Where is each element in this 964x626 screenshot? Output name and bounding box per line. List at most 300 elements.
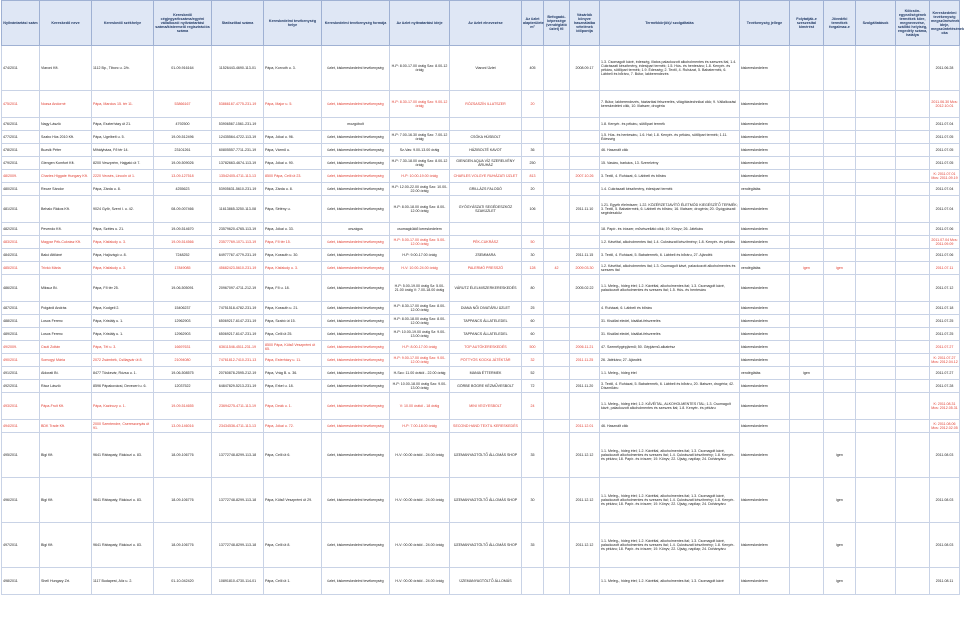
table-cell[interactable] — [824, 302, 856, 315]
table-cell[interactable]: 19-06-508575 — [154, 367, 212, 380]
table-cell[interactable]: kiskereskedelem — [740, 46, 790, 91]
table-row[interactable] — [2, 568, 960, 595]
table-cell[interactable]: kiskereskedelem — [740, 236, 790, 249]
table-cell[interactable]: üzlet, kiskereskedelmi tevékenység — [322, 131, 390, 144]
table-cell[interactable]: üzlet, kiskereskedelmi tevékenység — [322, 380, 390, 393]
table-cell[interactable]: igen — [824, 262, 856, 275]
table-cell[interactable]: Pápa, Fő tér 25. — [92, 275, 154, 302]
table-cell[interactable]: 19-09-509026 — [154, 157, 212, 170]
table-cell[interactable]: 13772748-8299-113-18 — [212, 523, 264, 568]
table-cell[interactable] — [896, 236, 930, 249]
table-cell[interactable]: üzlet, kiskereskedelmi tevékenység — [322, 302, 390, 315]
table-cell[interactable] — [544, 183, 570, 196]
table-cell[interactable]: 13772748-8299-113-18 — [212, 433, 264, 478]
table-cell[interactable]: 2005.02.22 — [570, 275, 600, 302]
table-cell[interactable] — [790, 393, 824, 420]
table-cell[interactable]: 2011.11.15 — [570, 249, 600, 262]
table-cell[interactable] — [824, 118, 856, 131]
table-cell[interactable]: Szabo Hús 2010 Kft. — [40, 131, 92, 144]
table-cell[interactable]: 35 — [522, 433, 544, 478]
table-cell[interactable]: Pápa, Kisfaludy u. 3. — [92, 262, 154, 275]
table-cell[interactable] — [856, 523, 896, 568]
table-cell[interactable]: 481/2011 — [2, 196, 40, 223]
table-cell[interactable]: 250 — [522, 157, 544, 170]
table-cell[interactable] — [896, 223, 930, 236]
column-header[interactable]: Jövedéki termékek forgalmaz-e — [824, 1, 856, 46]
table-cell[interactable]: Pápa, Jókai u. 96. — [264, 131, 322, 144]
table-cell[interactable]: 13782663-4674-113-19 — [212, 157, 264, 170]
table-cell[interactable]: Losos Ferenc — [40, 315, 92, 328]
table-cell[interactable] — [896, 157, 930, 170]
table-cell[interactable] — [544, 478, 570, 523]
table-cell[interactable] — [570, 183, 600, 196]
table-cell[interactable]: Aldorati Bt. — [40, 367, 92, 380]
table-cell[interactable] — [856, 315, 896, 328]
table-cell[interactable]: 487/2011 — [2, 302, 40, 315]
table-cell[interactable] — [856, 170, 896, 183]
table-cell[interactable] — [824, 315, 856, 328]
table-cell[interactable] — [856, 46, 896, 91]
table-cell[interactable] — [856, 262, 896, 275]
table-cell[interactable]: Pápa, Jókai u. 90. — [264, 157, 322, 170]
table-cell[interactable] — [570, 393, 600, 420]
table-cell[interactable]: 493/2011 — [2, 393, 40, 420]
table-cell[interactable] — [896, 523, 930, 568]
table-cell[interactable]: 2000 Szentendre, Csereszonyás út 91. — [92, 420, 154, 433]
table-cell[interactable]: üzlet, kiskereskedelmi tevékenység — [322, 328, 390, 341]
table-cell[interactable]: 64847829-5213-231-19 — [212, 380, 264, 393]
table-cell[interactable] — [790, 249, 824, 262]
table-cell[interactable]: Pápa, Kisfaludy u. 3. — [264, 262, 322, 275]
table-cell[interactable]: K: 2011.08.31 Mcs: 2012.05.31 — [930, 393, 960, 420]
table-cell[interactable]: H-V: 10.00-24.00 óráig — [390, 262, 450, 275]
table-cell[interactable]: GYÓGYÁSZATI SEGÉDESZKÖZ SZAKÜZLET — [450, 196, 522, 223]
table-cell[interactable]: 60 — [522, 328, 544, 341]
table-cell[interactable] — [570, 91, 600, 118]
table-cell[interactable]: H-V: 00.00 órától - 24.00 óráig — [390, 523, 450, 568]
table-cell[interactable]: kiskereskedelem — [740, 157, 790, 170]
table-cell[interactable] — [570, 302, 600, 315]
table-cell[interactable] — [856, 144, 896, 157]
table-cell[interactable]: üzlet, kiskereskedelmi tevékenység — [322, 236, 390, 249]
table-cell[interactable]: 1.4. Cukrászati készítmény, édesipari termék — [600, 183, 740, 196]
table-cell[interactable]: 32 — [522, 354, 544, 367]
table-cell[interactable]: 1.1. Meleg-, hideg étel; 1.2. Kávéital, alkoholmentes ital; 1.3. Csomagolt kávé, palackozott alkoholmentes és szeszes ital; 1.5. Hús- és hentesáru — [600, 275, 740, 302]
table-cell[interactable]: vendéglátás — [740, 183, 790, 196]
table-cell[interactable]: üzlet, kiskereskedelmi tevékenység — [322, 275, 390, 302]
table-cell[interactable]: 1.1. Meleg-, hideg étel; 1.2. Kávéital, alkoholmentes ital; 1.3. Csomagolt kávé — [600, 568, 740, 595]
table-cell[interactable] — [824, 183, 856, 196]
table-cell[interactable]: 35 — [522, 523, 544, 568]
table-cell[interactable]: H-P: 7.00-16.30 óráig Szo: 7.00-12 óráig — [390, 131, 450, 144]
table-cell[interactable]: 74751518-4782-231-19 — [212, 302, 264, 315]
table-cell[interactable]: H-P: 8.30-17.00 óráig Szo: 9.00-12 óráig — [390, 91, 450, 118]
table-row[interactable] — [2, 315, 960, 328]
table-cell[interactable]: kiskereskedelem — [740, 144, 790, 157]
table-cell[interactable]: 53905631-5610-231-19 — [212, 183, 264, 196]
table-cell[interactable]: kiskereskedelem — [740, 315, 790, 328]
table-cell[interactable]: Pápa-Fruit Kft. — [40, 393, 92, 420]
table-cell[interactable]: 497/2011 — [2, 523, 40, 568]
table-cell[interactable]: 18-09-106776 — [154, 523, 212, 568]
table-cell[interactable]: 10891810-4730-114-01 — [212, 568, 264, 595]
table-row[interactable] — [2, 170, 960, 183]
table-cell[interactable]: üzlet, kiskereskedelmi tevékenység — [322, 420, 390, 433]
column-header[interactable]: Szolgáltatások — [856, 1, 896, 46]
table-cell[interactable]: 19-09-514670 — [154, 223, 212, 236]
table-cell[interactable]: 1.1. Meleg-, hideg étel; 1.2. Kávéital, alkoholmentes ital; 1.3. Csomagolt kávé, palackozott alkoholmentes és szeszes ital; 1.4. Cukrászati készítmény; 1.8. Kenyér- és pékáru; 18. Papír- és írószer; 19. Könyv; 22. Újság, napilap; 24. Dohányáru — [600, 523, 740, 568]
column-header[interactable]: Tevékenység jellege — [740, 1, 790, 46]
table-cell[interactable]: 2011.07.27 — [930, 367, 960, 380]
table-cell[interactable] — [896, 433, 930, 478]
table-cell[interactable] — [544, 420, 570, 433]
table-cell[interactable]: 2011.11.20 — [570, 380, 600, 393]
table-cell[interactable]: 26. Játékáru; 27. Ajándék — [600, 354, 740, 367]
table-cell[interactable]: 20 — [522, 91, 544, 118]
table-cell[interactable]: vendéglátás — [740, 367, 790, 380]
table-cell[interactable]: kiskereskedelem — [740, 223, 790, 236]
table-cell[interactable]: 18-09-106776 — [154, 478, 212, 523]
table-cell[interactable] — [896, 393, 930, 420]
table-cell[interactable] — [790, 523, 824, 568]
table-row[interactable] — [2, 328, 960, 341]
table-cell[interactable]: kiskereskedelem — [740, 131, 790, 144]
table-cell[interactable]: 7. Bútor, lakberendezés, háztartási felszerelés, világítástechnikai cikk; 9. Vállalkozási kereskedelmi cikk, 10. Illatszer, drogéria — [600, 91, 740, 118]
table-cell[interactable]: 2011.12.12 — [570, 478, 600, 523]
table-cell[interactable]: kiskereskedelem — [740, 302, 790, 315]
table-cell[interactable]: üzlet, kiskereskedelmi tevékenység — [322, 91, 390, 118]
table-cell[interactable]: 3. Textil, 4. Ruházat, 5. Babatermék, 6. Lábbeli és bőráru, 20. Illatszer, drogéria; 42. Díszműáru — [600, 380, 740, 393]
table-cell[interactable]: TOP AUTÓKERESKEDÉS — [450, 341, 522, 354]
table-cell[interactable] — [856, 420, 896, 433]
table-cell[interactable]: Pápa, Jókai u. 72. — [264, 420, 322, 433]
table-cell[interactable]: 01-10-042420 — [154, 568, 212, 595]
table-cell[interactable]: 2011.12.12 — [570, 433, 600, 478]
table-cell[interactable]: 45682423-5610-231-19 — [212, 262, 264, 275]
table-cell[interactable] — [856, 380, 896, 393]
column-header[interactable]: Folytatják-e szeszesital kimérést — [790, 1, 824, 46]
table-cell[interactable]: PÖTTYÖS KOCKA JÁTÉKTÁR — [450, 354, 522, 367]
table-cell[interactable]: Nagy László — [40, 118, 92, 131]
column-header[interactable]: Kereskedő cégjegyzékszáma/egyéni vállalkozói nyilvántartási száma/kistermelő regisztrációs száma — [154, 1, 212, 46]
table-row[interactable] — [2, 144, 960, 157]
table-cell[interactable]: RÓZSASZÍN ILLATSZER — [450, 91, 522, 118]
table-cell[interactable]: 2011.07.04 — [930, 118, 960, 131]
table-cell[interactable] — [824, 249, 856, 262]
table-cell[interactable]: 1.21. Egyéb élelmiszer; 1.22. KÖZÉRZETJAVÍTÓ ÉLETMÓD KIEGÉSZÍTŐ TERMÉK; 3. Textil, 5. Babatermék, 6. Lábbeli és bőráru; 16. Illatszer, drogéria; 20. Gyógyászati segédeszköz — [600, 196, 740, 223]
table-cell[interactable]: 20967097-4711-212-19 — [212, 275, 264, 302]
table-cell[interactable]: Somogyi Mária — [40, 354, 92, 367]
table-row[interactable] — [2, 367, 960, 380]
table-cell[interactable] — [790, 170, 824, 183]
table-cell[interactable] — [790, 275, 824, 302]
table-cell[interactable]: üzlet, kiskereskedelmi tevékenység — [322, 341, 390, 354]
table-cell[interactable]: Pápa, Vármű u. — [264, 144, 322, 157]
table-cell[interactable] — [544, 341, 570, 354]
table-cell[interactable]: 498/2011 — [2, 568, 40, 595]
table-cell[interactable]: 1.1. Meleg-, hideg étel; 1.2. Kávéital, alkoholmentes ital; 1.3. Csomagolt kávé, palackozott alkoholmentes és szeszes ital; 1.4. Cukrászati készítmény; 1.8. Kenyér- és pékáru; 18. Papír- és írószer; 19. Könyv; 22. Újság, napilap; 24. Dohányáru — [600, 478, 740, 523]
table-cell[interactable] — [544, 275, 570, 302]
table-cell[interactable]: vendéglátás — [740, 262, 790, 275]
table-cell[interactable]: 2011.07.04 — [930, 196, 960, 223]
table-cell[interactable] — [450, 223, 522, 236]
table-cell[interactable] — [856, 367, 896, 380]
table-cell[interactable] — [856, 354, 896, 367]
table-cell[interactable]: 8500 Pápa, Külső Veszprémi út 65. — [264, 341, 322, 354]
table-cell[interactable]: kiskereskedelem — [740, 478, 790, 523]
table-cell[interactable]: kiskereskedelem — [740, 433, 790, 478]
table-cell[interactable]: 3. Textil, 4. Ruházat, 5. Babatermék, 6. Lábbeli és bőráru, 27. Ajándék — [600, 249, 740, 262]
table-cell[interactable]: Nozsa Andorné — [40, 91, 92, 118]
table-cell[interactable]: Polgárdi András — [40, 302, 92, 315]
table-row[interactable] — [2, 302, 960, 315]
table-cell[interactable] — [856, 131, 896, 144]
table-cell[interactable]: H-V: 00.00 órától - 24.00 óráig — [390, 568, 450, 595]
table-cell[interactable]: 1.1. Meleg-, hideg étel; 1.2. Kávéital, alkoholmentes ital; 1.3. Csomagolt kávé, palackozott alkoholmentes és szeszes ital; 1.4. Cukrászati készítmény; 1.8. Kenyér- és pékáru; 18. Papír- és írószer; 19. Könyv; 22. Újság, napilap; 24. Dohányáru — [600, 433, 740, 478]
table-cell[interactable]: 13542405-4711-113-13 — [212, 170, 264, 183]
table-cell[interactable]: 2011.07.18 — [930, 302, 960, 315]
table-cell[interactable] — [896, 144, 930, 157]
table-cell[interactable]: GRILLÁZS FALODÓ — [450, 183, 522, 196]
table-cell[interactable]: 496/2011 — [2, 478, 40, 523]
table-cell[interactable]: Bakó Attiláné — [40, 249, 92, 262]
table-cell[interactable]: 65069217-6147-231-19 — [212, 328, 264, 341]
table-cell[interactable]: 23434536-4711-113-13 — [212, 420, 264, 433]
table-cell[interactable]: 31. Kisállat eledel, kisállat-felszerelés — [600, 328, 740, 341]
table-cell[interactable]: GÖRBE BÖGRE KÉZMŰVESBOLT — [450, 380, 522, 393]
table-row[interactable] — [2, 236, 960, 249]
table-cell[interactable] — [896, 131, 930, 144]
table-cell[interactable]: üzlet, kiskereskedelmi tevékenység — [322, 196, 390, 223]
table-cell[interactable]: 30 — [522, 249, 544, 262]
table-cell[interactable]: 46. Használt cikk — [600, 420, 740, 433]
table-cell[interactable] — [570, 315, 600, 328]
table-cell[interactable] — [544, 393, 570, 420]
table-cell[interactable] — [522, 118, 544, 131]
table-cell[interactable]: H-Szo: 11.00 órától - 22.00 óráig — [390, 367, 450, 380]
table-cell[interactable] — [824, 380, 856, 393]
table-cell[interactable] — [856, 568, 896, 595]
table-cell[interactable] — [390, 118, 450, 131]
table-cell[interactable]: 813 — [522, 170, 544, 183]
table-cell[interactable]: 1117 Budapest, Alíz u. 2. — [92, 568, 154, 595]
table-cell[interactable] — [544, 367, 570, 380]
table-cell[interactable]: 2011.07.11 — [930, 262, 960, 275]
table-cell[interactable]: 2011.11.10 — [570, 196, 600, 223]
table-cell[interactable]: Pápa, Tél u. 3. — [92, 341, 154, 354]
table-cell[interactable]: üzlet, kiskereskedelmi tevékenység — [322, 170, 390, 183]
table-cell[interactable]: 9024 Győr, Szent I. u. 42. — [92, 196, 154, 223]
table-cell[interactable]: 13772748-8299-113-18 — [212, 478, 264, 523]
table-cell[interactable]: 4. Ruházat, 6. Lábbeli és bőráru — [600, 302, 740, 315]
table-cell[interactable]: Sz-Vas: 9.00-13.00 óráig — [390, 144, 450, 157]
table-cell[interactable]: 2011.08.03 — [930, 523, 960, 568]
table-cell[interactable] — [896, 183, 930, 196]
table-cell[interactable]: igen — [790, 367, 824, 380]
table-cell[interactable]: kiskereskedelem — [740, 341, 790, 354]
table-cell[interactable] — [856, 236, 896, 249]
table-cell[interactable] — [544, 196, 570, 223]
table-row[interactable] — [2, 131, 960, 144]
table-cell[interactable] — [824, 420, 856, 433]
table-cell[interactable] — [544, 144, 570, 157]
table-cell[interactable] — [824, 91, 856, 118]
table-cell[interactable]: Recze Sándor — [40, 183, 92, 196]
table-cell[interactable]: 2011.07.28 — [930, 380, 960, 393]
column-header[interactable]: Kereskedelmi tevékenység megszűnésének ideje, megszüntetésének oka — [930, 1, 960, 46]
table-cell[interactable] — [856, 91, 896, 118]
table-cell[interactable] — [790, 315, 824, 328]
table-cell[interactable]: 476/2011 — [2, 118, 40, 131]
table-cell[interactable] — [570, 118, 600, 131]
table-cell[interactable] — [790, 196, 824, 223]
table-cell[interactable] — [896, 380, 930, 393]
table-cell[interactable]: 20760878-2595-212-19 — [212, 367, 264, 380]
table-cell[interactable]: 489/2011 — [2, 328, 40, 341]
table-cell[interactable]: kiskereskedelem — [740, 196, 790, 223]
table-cell[interactable] — [522, 131, 544, 144]
table-cell[interactable]: 60805557-7711-231-19 — [212, 144, 264, 157]
table-cell[interactable]: 491/2011 — [2, 367, 40, 380]
table-cell[interactable] — [856, 249, 896, 262]
table-cell[interactable]: Pápa, Vrág B. u. 36. — [264, 367, 322, 380]
table-cell[interactable]: 18. Papír- és írószer, művészellátó cikk; 19. Könyv; 26. Játékáru — [600, 223, 740, 236]
table-cell[interactable]: 490/2011 — [2, 354, 40, 367]
table-cell[interactable]: üzlet, kiskereskedelmi tevékenység — [322, 367, 390, 380]
table-cell[interactable] — [544, 354, 570, 367]
table-cell[interactable]: 482/2011 — [2, 223, 40, 236]
table-cell[interactable] — [824, 144, 856, 157]
table-cell[interactable]: H-P: 12.00-22.00 óráig Szo: 10.00-22.00 óráig — [390, 183, 450, 196]
table-cell[interactable] — [896, 328, 930, 341]
table-cell[interactable]: 17849085 — [154, 262, 212, 275]
table-cell[interactable]: 2007.10.26 — [570, 170, 600, 183]
table-row[interactable] — [2, 275, 960, 302]
table-cell[interactable]: H-P: 8.00-17.00 óráig Szo: 8.00-12 óráig — [390, 46, 450, 91]
table-cell[interactable]: TAPPANCS ÁLLATELEDEL — [450, 315, 522, 328]
table-cell[interactable] — [824, 157, 856, 170]
table-cell[interactable]: Trivkó Mária — [40, 262, 92, 275]
table-cell[interactable]: 2011.06.30 Mcs: 2012.10.01 — [930, 91, 960, 118]
table-cell[interactable]: kiskereskedelem — [740, 420, 790, 433]
table-cell[interactable]: üzlet, kiskereskedelmi tevékenység — [322, 478, 390, 523]
table-cell[interactable]: 474/2011 — [2, 46, 40, 91]
table-cell[interactable]: 4792500 — [154, 118, 212, 131]
table-cell[interactable]: 2006.11.21 — [570, 341, 600, 354]
table-cell[interactable] — [790, 223, 824, 236]
table-cell[interactable]: 2011.08.03 — [930, 478, 960, 523]
table-cell[interactable]: 1112 Bp., Tiborc u. 2/b. — [92, 46, 154, 91]
table-cell[interactable]: 72 — [522, 380, 544, 393]
table-cell[interactable]: 64977767-4779-231-19 — [212, 249, 264, 262]
table-cell[interactable]: Pápa, Kossuth u. 21. — [264, 302, 322, 315]
table-cell[interactable]: Csuti Zoltán — [40, 341, 92, 354]
column-header[interactable]: Befogadó-képessége (vendéglátó üzlet) fő — [544, 1, 570, 46]
table-cell[interactable]: 2011.07.12 — [930, 275, 960, 302]
table-cell[interactable]: SECOND HAND TEXTIL KERESKEDÉS — [450, 420, 522, 433]
table-cell[interactable]: 2011.07.05 — [930, 157, 960, 170]
table-cell[interactable]: 25 — [522, 302, 544, 315]
table-cell[interactable]: igen — [824, 523, 856, 568]
table-cell[interactable]: kiskereskedelem — [740, 170, 790, 183]
column-header[interactable]: Kereskedelmi tevékenység helye — [264, 1, 322, 46]
column-header[interactable]: Kölcsön-egyezőségének termékek köre, megnevezése, szállító helyiség, engedély száma, hatálya — [896, 1, 930, 46]
table-cell[interactable]: kiskereskedelem — [740, 275, 790, 302]
table-cell[interactable] — [790, 433, 824, 478]
table-cell[interactable]: 47. Személygépjármű; 50. Gépjármű-alkatrész — [600, 341, 740, 354]
table-cell[interactable] — [856, 223, 896, 236]
table-cell[interactable] — [896, 262, 930, 275]
table-cell[interactable] — [790, 144, 824, 157]
table-cell[interactable] — [856, 478, 896, 523]
table-cell[interactable]: igen — [790, 262, 824, 275]
table-cell[interactable]: Pevendo Kft. — [40, 223, 92, 236]
table-cell[interactable]: 2011.11.25 — [570, 354, 600, 367]
table-cell[interactable] — [856, 341, 896, 354]
table-cell[interactable]: H-P: 5.00-19.00 óráig Sz: 5.00-21.00 óráig V: 7.00-18.00 óráig — [390, 275, 450, 302]
table-cell[interactable] — [896, 315, 930, 328]
table-cell[interactable] — [544, 131, 570, 144]
table-cell[interactable]: PÉK-CUKRÁSZ — [450, 236, 522, 249]
table-cell[interactable]: 53866167-4775-231-19 — [212, 91, 264, 118]
table-cell[interactable]: 08-09-007466 — [154, 196, 212, 223]
table-cell[interactable]: 60 — [522, 315, 544, 328]
table-cell[interactable] — [790, 118, 824, 131]
table-cell[interactable] — [824, 275, 856, 302]
table-cell[interactable]: kiskereskedelem — [740, 380, 790, 393]
table-cell[interactable]: Pápa, Deák u. 1. — [264, 393, 322, 420]
table-cell[interactable]: 23694275-4711-113-19 — [212, 393, 264, 420]
table-cell[interactable]: üzlet, kiskereskedelmi tevékenység — [322, 157, 390, 170]
table-cell[interactable]: 480/2011 — [2, 183, 40, 196]
table-cell[interactable]: Charles Higgate Hungary Kft. — [40, 170, 92, 183]
table-cell[interactable] — [824, 223, 856, 236]
table-cell[interactable] — [896, 341, 930, 354]
table-cell[interactable]: Shell Hungary Zrt. — [40, 568, 92, 595]
table-cell[interactable]: üzlet, kiskereskedelmi tevékenység — [322, 523, 390, 568]
table-cell[interactable]: 483/2011 — [2, 236, 40, 249]
table-cell[interactable]: 1.3. Csomagolt kávé, édesség, illatos palackozott alkoholmentes és szeszes ital, 1.4. Cukrászati készítmény, édesipari termék; 1.5. Hús- és hentesáru; 1.8. Kenyér- és pékáru, sütőipari termék; 1.9. Édesség; 2. Textil, 4. Ruházat, 5. Babatermék, 6. Lábbeli és bőráru, 7. Bútor, lakberendezés — [600, 46, 740, 91]
table-cell[interactable]: ÜZEMANYAGTÖLTŐ ÁLLOMÁS SHOP — [450, 478, 522, 523]
column-header[interactable]: Vásárlók könyve használatba vételének időpontja — [570, 1, 600, 46]
table-row[interactable] — [2, 196, 960, 223]
table-cell[interactable]: 21094080 — [154, 354, 212, 367]
table-cell[interactable]: 80 — [522, 275, 544, 302]
table-cell[interactable]: 2011.07.04 Mcs: 2011.09.09 — [930, 236, 960, 249]
table-cell[interactable]: Rácz László — [40, 380, 92, 393]
table-cell[interactable] — [856, 302, 896, 315]
table-cell[interactable]: 488/2011 — [2, 315, 40, 328]
table-cell[interactable]: 128 — [522, 262, 544, 275]
table-cell[interactable]: Pápa, Major u. 5. — [264, 91, 322, 118]
table-cell[interactable]: Pápa, Széles u. 21. — [92, 223, 154, 236]
table-cell[interactable]: 46. Használt cikk — [600, 144, 740, 157]
table-cell[interactable]: 53866167 — [154, 91, 212, 118]
table-cell[interactable]: üzlet, kiskereskedelmi tevékenység — [322, 433, 390, 478]
table-cell[interactable]: H-V: 00.00 órától - 24.00 óráig — [390, 478, 450, 523]
table-cell[interactable]: 49/2009. — [2, 341, 40, 354]
table-cell[interactable]: 9641 Rábapaty, Rákóczi u. 83. — [92, 523, 154, 568]
table-cell[interactable] — [544, 433, 570, 478]
table-cell[interactable]: VÁRUTZ ÉLELMISZERKERESKEDÉS — [450, 275, 522, 302]
table-cell[interactable]: H-P: 7.30-18.00 óráig Szo: 8.00-12 óráig — [390, 157, 450, 170]
table-cell[interactable] — [790, 328, 824, 341]
table-cell[interactable] — [856, 275, 896, 302]
table-cell[interactable]: csomagküldő kereskedelem — [390, 223, 450, 236]
table-cell[interactable]: üzlet, kiskereskedelmi tevékenység — [322, 144, 390, 157]
table-row[interactable] — [2, 118, 960, 131]
table-cell[interactable]: H-P: 10.00-18.00 óráig Szo: 9.00-13.00 óráig — [390, 380, 450, 393]
